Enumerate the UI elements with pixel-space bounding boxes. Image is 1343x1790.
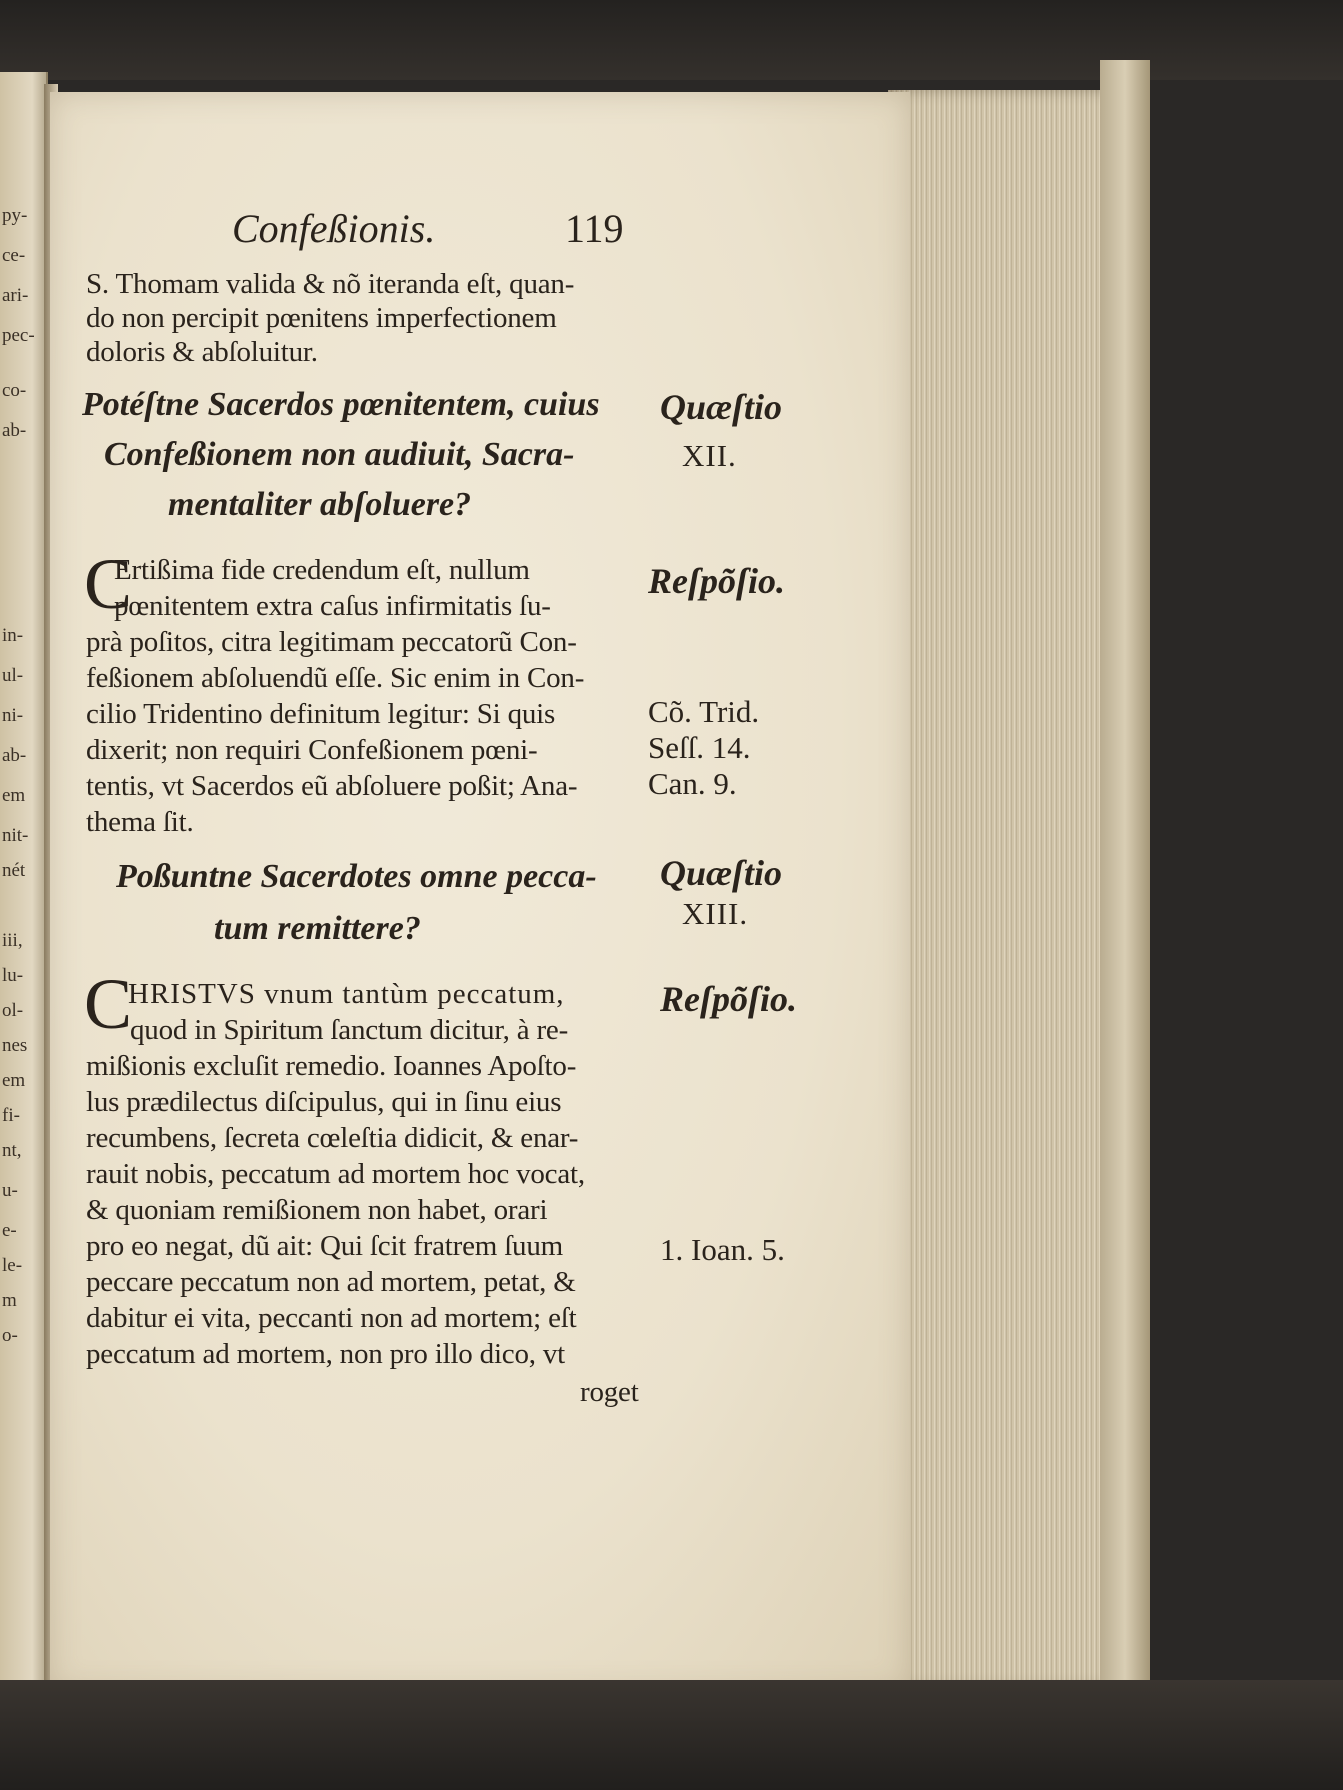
question-13-margin-label: Quæſtio	[660, 853, 783, 893]
left-page-edge	[0, 72, 48, 1682]
answer-12-margin-label: Reſpõſio.	[648, 561, 785, 601]
citation-line: Can. 9.	[648, 766, 737, 801]
left-page-fragment: le-	[2, 1255, 23, 1276]
question-12-line: Potéſtne Sacerdos pœnitentem, cuius	[82, 386, 600, 423]
book-cover-edge	[1100, 60, 1150, 1700]
left-page-fragment: pec-	[2, 325, 35, 346]
answer-13-line: rauit nobis, peccatum ad mortem hoc vocat,	[86, 1158, 585, 1190]
left-page-fragment: fi-	[2, 1105, 20, 1126]
left-page-fragment: py-	[2, 205, 28, 226]
answer-13-line: dabitur ei vita, peccanti non ad mortem; eſt	[86, 1302, 577, 1334]
question-12-margin-label: Quæſtio	[660, 387, 783, 427]
intro-line: do non percipit pœnitens imperfectionem	[86, 302, 557, 334]
left-page-fragment: e-	[2, 1220, 17, 1241]
left-page-fragment: nit-	[2, 825, 29, 846]
answer-13-line: mißionis excluſit remedio. Ioannes Apoſto-	[86, 1050, 577, 1082]
question-12-line: Confeßionem non audiuit, Sacra-	[104, 436, 575, 473]
intro-line: doloris & abſoluitur.	[86, 336, 318, 368]
answer-12-line: pœnitentem extra caſus infirmitatis ſu-	[114, 590, 551, 622]
answer-13-line: peccare peccatum non ad mortem, petat, &	[86, 1266, 576, 1298]
answer-13-line: quod in Spiritum ſanctum dicitur, à re-	[130, 1014, 569, 1046]
answer-12-line: cilio Tridentino definitum legitur: Si quis	[86, 698, 556, 730]
citation-line: 1. Ioan. 5.	[660, 1232, 785, 1267]
question-12-line: mentaliter abſoluere?	[168, 486, 472, 523]
page-number: 119	[565, 206, 624, 251]
answer-12-line: prà poſitos, citra legitimam peccatorũ Con-	[86, 626, 577, 658]
running-title: Confeßionis.	[232, 206, 436, 251]
left-page-fragment: ab-	[2, 420, 27, 441]
question-13-line: tum remittere?	[214, 910, 421, 947]
answer-13-line: HRISTVS vnum tantùm peccatum,	[128, 978, 565, 1010]
answer-12-line: feßionem abſoluendũ eſſe. Sic enim in Con-	[86, 662, 585, 694]
dropcap-c: C	[84, 544, 133, 624]
question-13-margin-number: XIII.	[682, 896, 749, 931]
answer-12-line: tentis, vt Sacerdos eũ abſoluere poßit; Ana-	[86, 770, 578, 802]
left-page-fragment: ari-	[2, 285, 29, 306]
left-page-fragment: ul-	[2, 665, 24, 686]
left-page-fragment: ol-	[2, 1000, 24, 1021]
left-page-fragment: nt,	[2, 1140, 22, 1161]
answer-12-line: thema ſit.	[86, 806, 194, 838]
citation-line: Seſſ. 14.	[648, 730, 751, 765]
answer-13-line: recumbens, ſecreta cœleſtia didicit, & enar-	[86, 1122, 579, 1154]
answer-12-line: Ertißima fide credendum eſt, nullum	[114, 554, 530, 586]
citation-line: Cõ. Trid.	[648, 694, 760, 729]
left-page-fragment: nét	[2, 860, 26, 881]
answer-13-line: lus prædilectus diſcipulus, qui in ſinu eius	[86, 1086, 562, 1118]
dark-backdrop-bottom	[0, 1680, 1343, 1790]
catchword: roget	[580, 1376, 639, 1408]
left-page-fragment: lu-	[2, 965, 24, 986]
answer-13-line: & quoniam remißionem non habet, orari	[86, 1194, 548, 1226]
left-page-fragment: em	[2, 1070, 26, 1091]
left-page-fragment: nes	[2, 1035, 28, 1056]
left-page-fragment: m	[2, 1290, 17, 1311]
answer-13-line: pro eo negat, dũ ait: Qui ſcit fratrem ſuum	[86, 1230, 564, 1262]
left-page-fragment: o-	[2, 1325, 18, 1346]
answer-12-line: dixerit; non requiri Confeßionem pœni-	[86, 734, 538, 766]
left-page-fragment: iii,	[2, 930, 23, 951]
left-page-fragment: co-	[2, 380, 27, 401]
answer-13-margin-label: Reſpõſio.	[660, 979, 797, 1019]
question-12-margin-number: XII.	[682, 438, 737, 473]
dropcap-c: C	[84, 964, 133, 1044]
intro-line: S. Thomam valida & nõ iteranda eſt, quan-	[86, 268, 575, 300]
left-page-fragment: in-	[2, 625, 24, 646]
question-13-line: Poßuntne Sacerdotes omne pecca-	[116, 858, 597, 895]
left-page-fragment: ab-	[2, 745, 27, 766]
left-page-fragment: em	[2, 785, 26, 806]
answer-13-line: peccatum ad mortem, non pro illo dico, vt	[86, 1338, 566, 1370]
left-page-fragment: ni-	[2, 705, 24, 726]
left-page-fragment: ce-	[2, 245, 26, 266]
left-page-fragment: u-	[2, 1180, 18, 1201]
stacked-page-edges	[888, 90, 1128, 1688]
